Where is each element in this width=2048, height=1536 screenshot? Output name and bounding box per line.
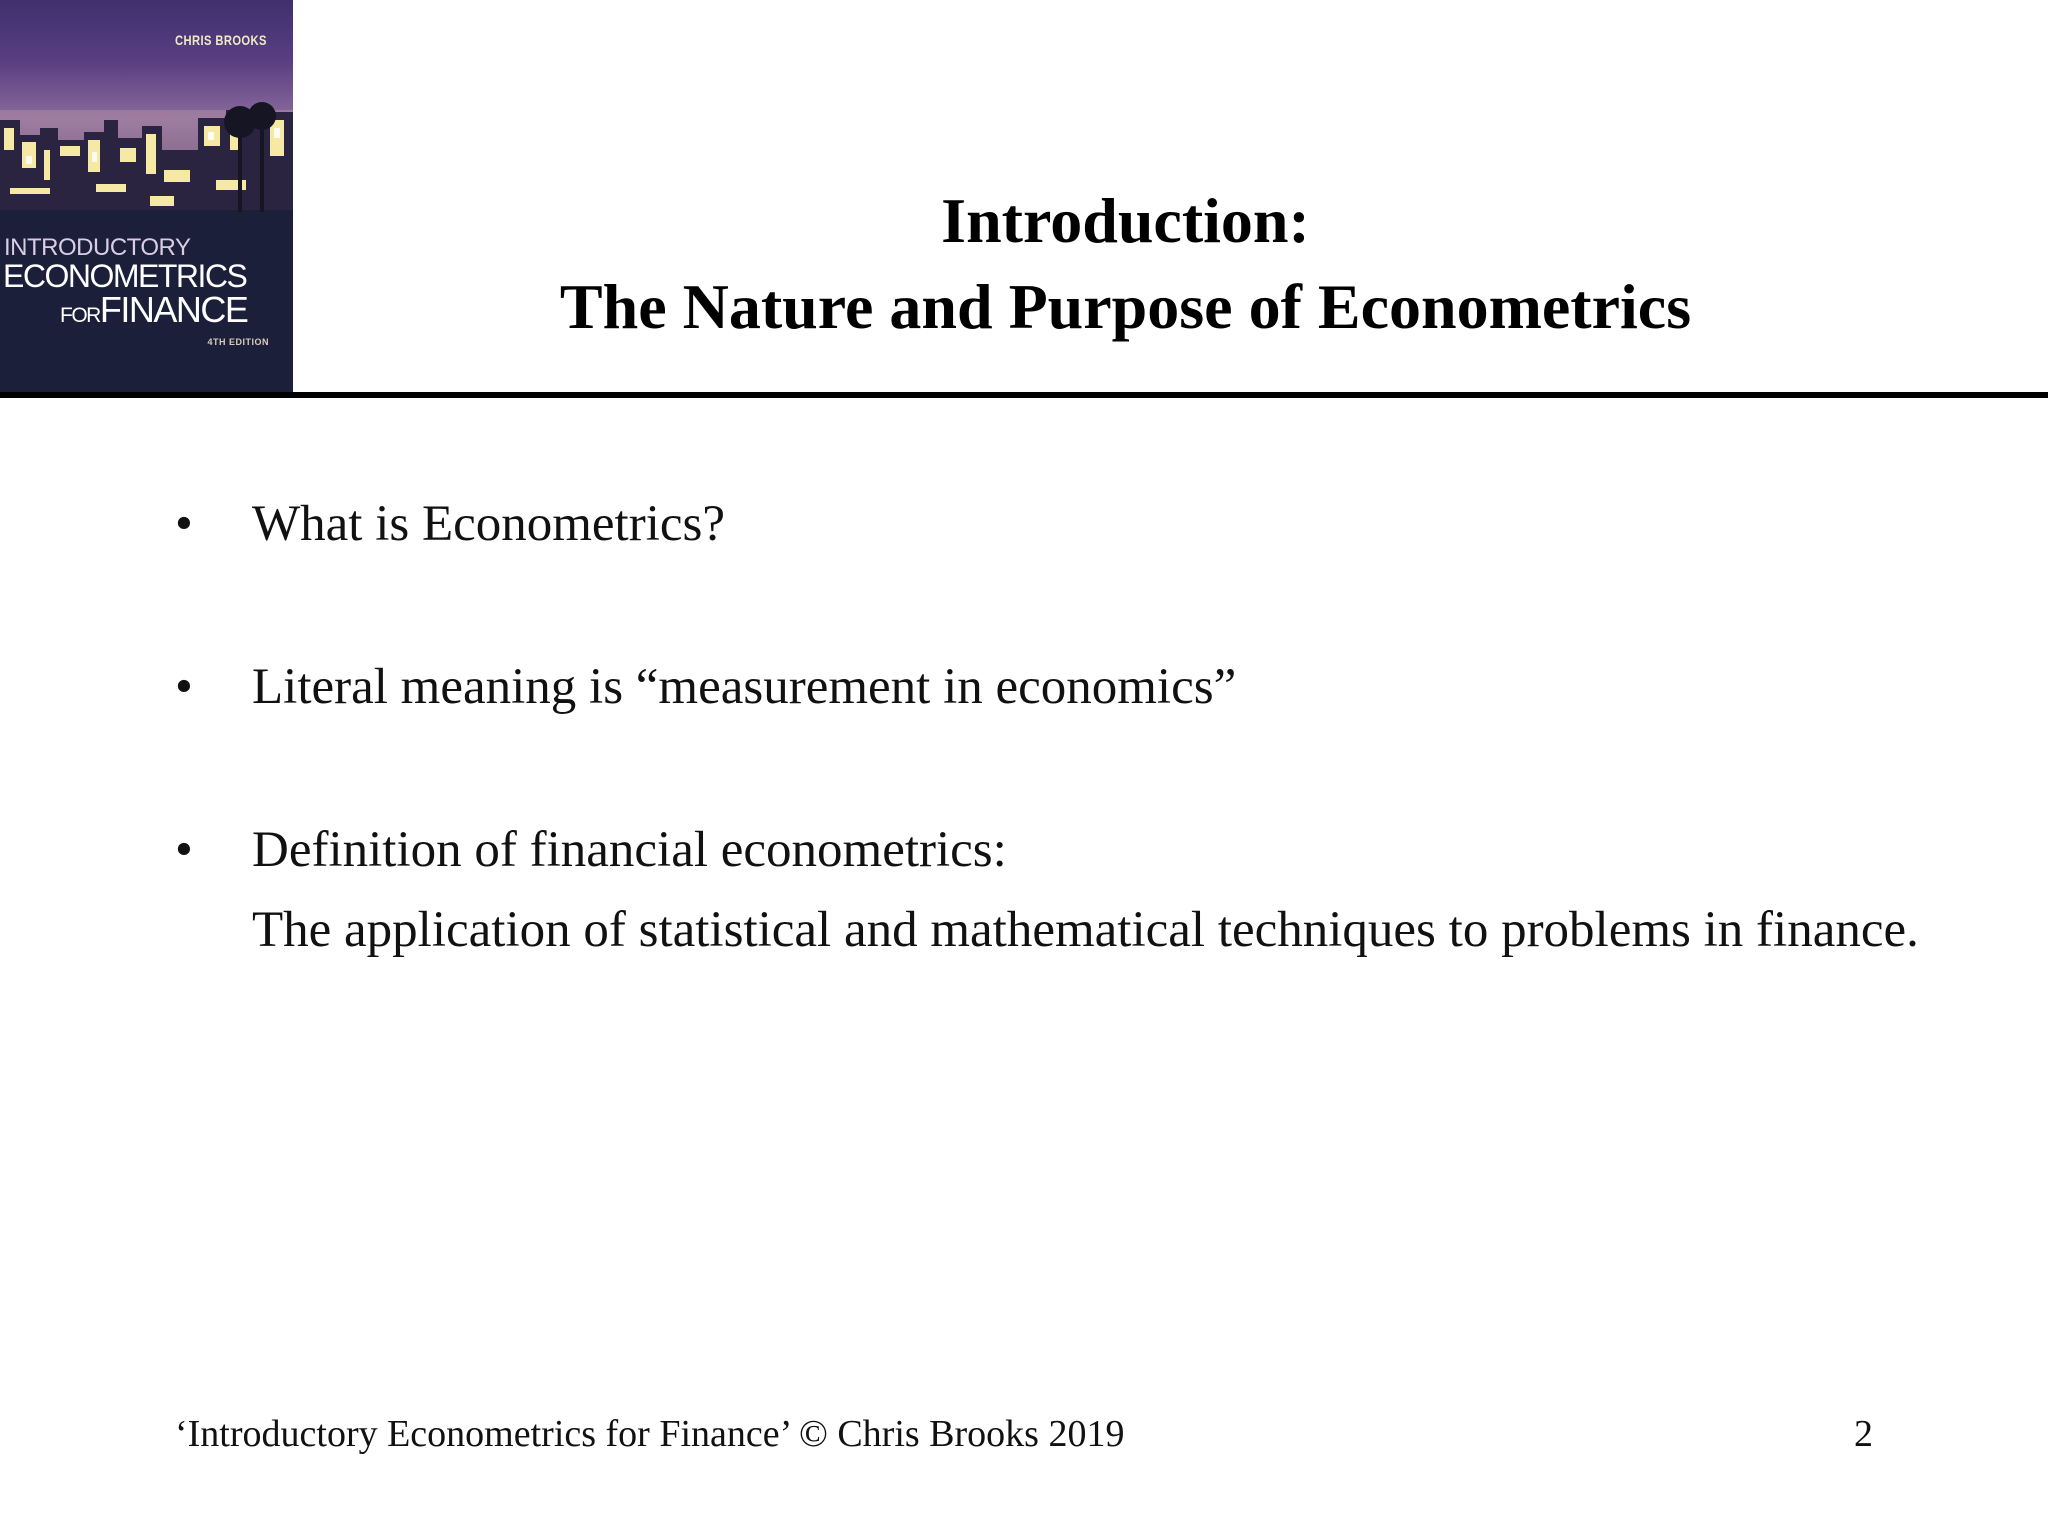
book-title-finance: FINANCE [99, 289, 248, 330]
city-skyline-graphic [0, 0, 293, 393]
bullet-list [175, 490, 1975, 964]
slide-title [293, 178, 1958, 350]
book-author: CHRIS BROOKS [175, 32, 267, 48]
slide-title-line1: Introduction: [941, 185, 1310, 256]
page-number: 2 [1854, 1413, 1873, 1455]
book-title-line3 [60, 289, 247, 331]
bullet-dot: • [175, 659, 193, 715]
book-title-for: FOR [60, 304, 100, 327]
bullet-text: Definition of financial econometrics: [252, 822, 1007, 878]
book-title-line1: INTRODUCTORY [4, 234, 191, 261]
book-cover-image [0, 0, 293, 393]
book-title-line2: ECONOMETRICS [3, 258, 247, 294]
title-divider [0, 392, 2048, 398]
bullet-text: Literal meaning is “measurement in economics” [252, 659, 1237, 715]
bullet-dot: • [175, 496, 193, 552]
bullet-item [175, 490, 1975, 558]
bullet-item [175, 816, 1975, 964]
book-edition: 4TH EDITION [207, 337, 269, 347]
bullet-dot: • [175, 822, 193, 878]
bullet-item [175, 653, 1975, 721]
footer-copyright: ‘Introductory Econometrics for Finance’ © Chris Brooks 2019 [175, 1413, 1125, 1455]
slide-title-line2: The Nature and Purpose of Econometrics [559, 271, 1692, 342]
bullet-subtext: The application of statistical and mathematical techniques to problems in finance. [252, 902, 1919, 958]
bullet-text: What is Econometrics? [252, 496, 725, 552]
